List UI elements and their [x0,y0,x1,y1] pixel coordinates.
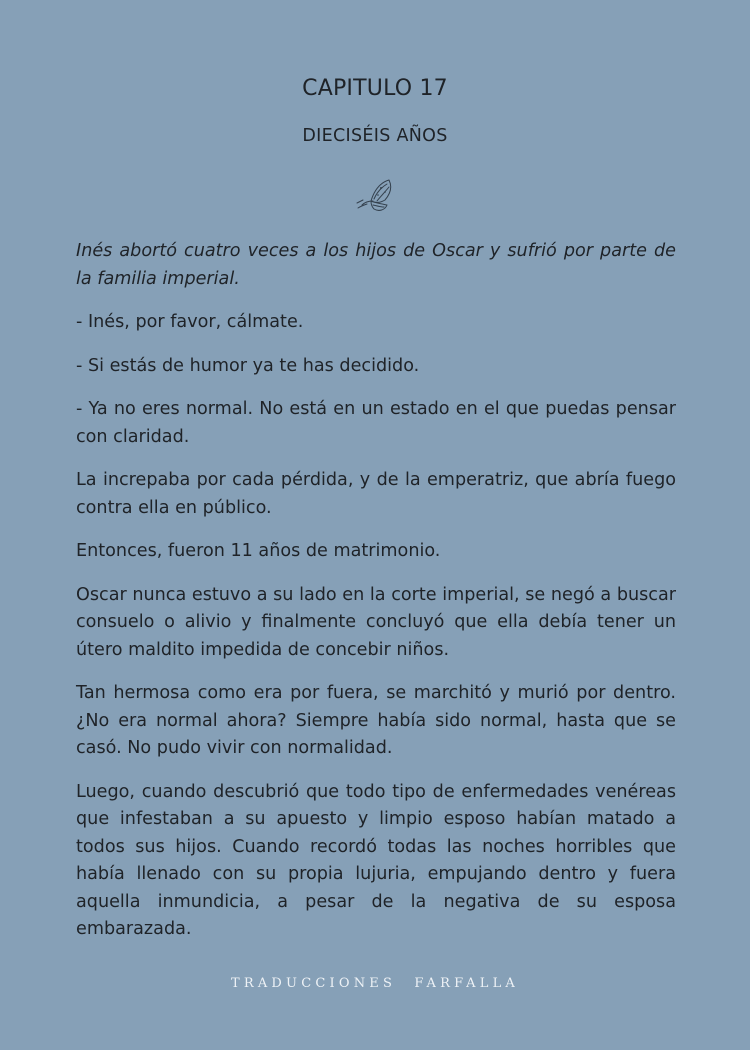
body-paragraph: Oscar nunca estuvo a su lado en la corte imperial, se negó a buscar consuelo o alivio y finalmente concluyó que ella debía tener un útero maldito impedida de concebir niños. [76,584,676,660]
dialogue-line: - Inés, por favor, cálmate. [76,312,304,332]
footer-signature: TRADUCCIONES FARFALLA [230,976,519,991]
chapter-body [76,238,676,960]
dialogue-line: - Si estás de humor ya te has decidido. [76,355,420,376]
butterfly-icon [354,176,396,214]
body-paragraph: Luego, cuando descubrió que todo tipo de enfermedades venéreas que infestaban a su apuesto y limpio esposo habían matado a todos sus hijos. Cuando recordó todas las noches horribles que había llenado con su propia lujuria, empujando dentro y fuera aquella inmundicia, a pesar de la negativa de su esposa embarazada. [76,781,676,939]
intro-paragraph: Inés abortó cuatro veces a los hijos de Oscar y sufrió por parte de la familia imperial. [76,241,676,289]
body-paragraph: La increpaba por cada pérdida, y de la emperatriz, que abría fuego contra ella en público. [76,470,676,518]
body-paragraph: Tan hermosa como era por fuera, se marchitó y murió por dentro. ¿No era normal ahora? Siempre había sido normal, hasta que se casó. No pudo vivir con normalidad. [76,683,676,758]
dialogue-line: - Ya no eres normal. No está en un estado en el que puedas pensar con claridad. [76,399,676,447]
chapter-title: CAPITULO 17 [302,76,448,101]
chapter-subtitle: DIECISÉIS AÑOS [302,126,448,146]
body-paragraph: Entonces, fueron 11 años de matrimonio. [76,541,441,561]
